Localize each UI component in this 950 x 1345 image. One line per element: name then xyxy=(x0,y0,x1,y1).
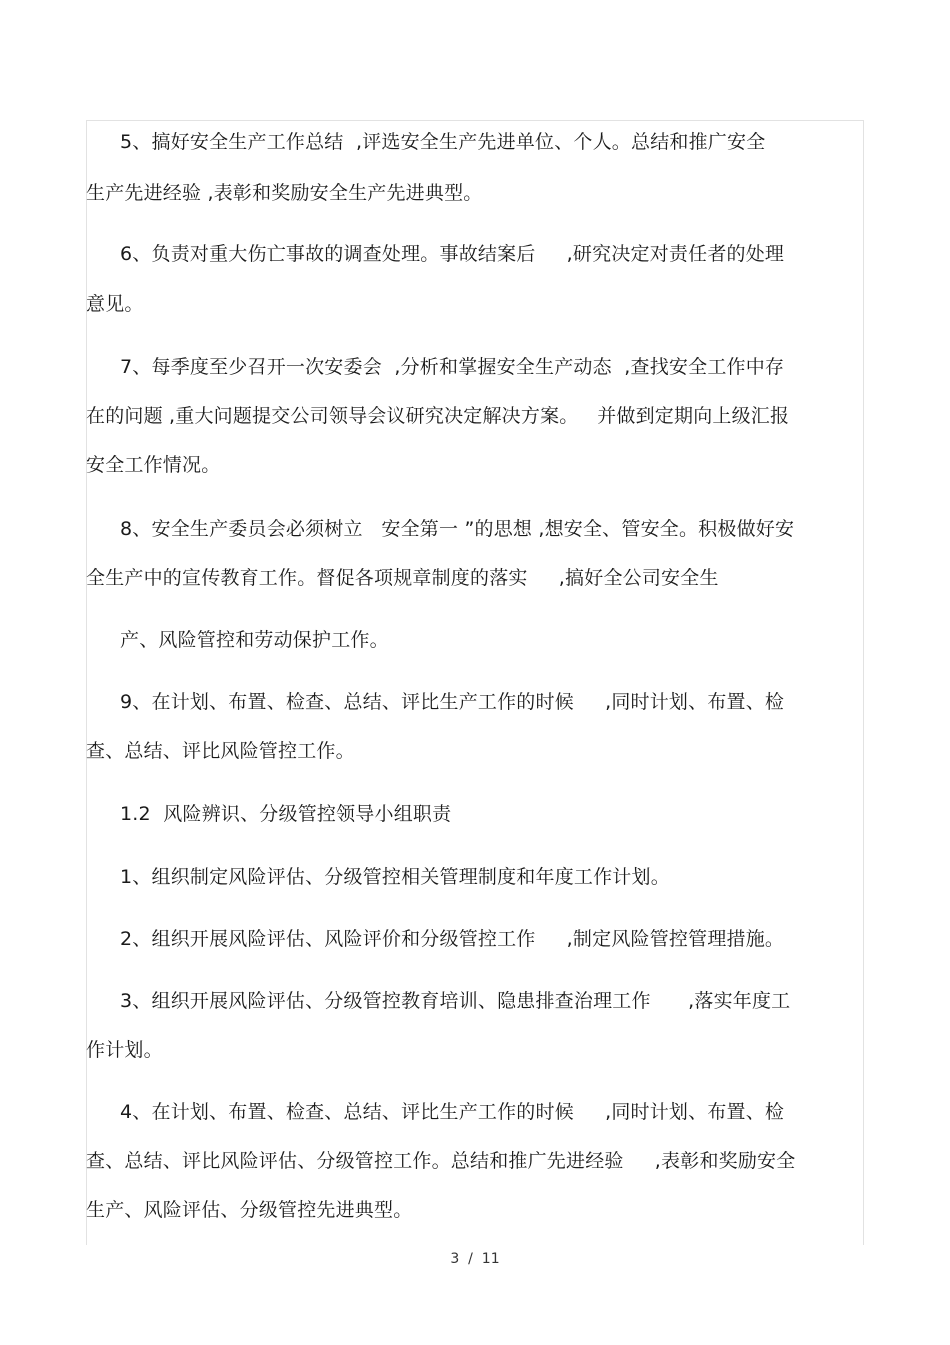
page-border xyxy=(86,120,864,1245)
duty-item-4-line-3: 生产、风险评估、分级管控先进典型。 xyxy=(86,1199,413,1221)
duty-item-3-line-1: 3、组织开展风险评估、分级管控教育培训、隐患排查治理工作 ,落实年度工 xyxy=(120,990,791,1012)
duty-item-3-line-2: 作计划。 xyxy=(86,1039,163,1061)
paragraph-6-line-1: 6、负责对重大伤亡事故的调查处理。事故结案后 ,研究决定对责任者的处理 xyxy=(120,243,785,265)
section-heading-1-2: 1.2 风险辨识、分级管控领导小组职责 xyxy=(120,803,452,825)
duty-item-1-line-1: 1、组织制定风险评估、分级管控相关管理制度和年度工作计划。 xyxy=(120,866,670,888)
paragraph-5-line-1: 5、搞好安全生产工作总结 ,评选安全生产先进单位、个人。总结和推广安全 xyxy=(120,131,766,153)
paragraph-7-line-2: 在的问题 ,重大问题提交公司领导会议研究决定解决方案。 并做到定期向上级汇报 xyxy=(86,405,790,427)
duty-item-4-line-1: 4、在计划、布置、检查、总结、评比生产工作的时候 ,同时计划、布置、检 xyxy=(120,1101,785,1123)
paragraph-8-line-2: 全生产中的宣传教育工作。督促各项规章制度的落实 ,搞好全公司安全生 xyxy=(86,567,719,589)
paragraph-7-line-3: 安全工作情况。 xyxy=(86,454,221,476)
paragraph-9-line-2: 查、总结、评比风险管控工作。 xyxy=(86,740,355,762)
paragraph-8-line-1: 8、安全生产委员会必须树立 安全第一 ”的思想 ,想安全、管安全。积极做好安 xyxy=(120,518,795,540)
page-number: 3 / 11 xyxy=(450,1251,500,1267)
paragraph-6-line-2: 意见。 xyxy=(86,293,144,315)
duty-item-2-line-1: 2、组织开展风险评估、风险评价和分级管控工作 ,制定风险管控管理措施。 xyxy=(120,928,785,950)
paragraph-8-line-3: 产、风险管控和劳动保护工作。 xyxy=(120,629,389,651)
paragraph-5-line-2: 生产先进经验 ,表彰和奖励安全生产先进典型。 xyxy=(86,182,483,204)
paragraph-7-line-1: 7、每季度至少召开一次安委会 ,分析和掌握安全生产动态 ,查找安全工作中存 xyxy=(120,356,785,378)
paragraph-9-line-1: 9、在计划、布置、检查、总结、评比生产工作的时候 ,同时计划、布置、检 xyxy=(120,691,785,713)
duty-item-4-line-2: 查、总结、评比风险评估、分级管控工作。总结和推广先进经验 ,表彰和奖励安全 xyxy=(86,1150,796,1172)
